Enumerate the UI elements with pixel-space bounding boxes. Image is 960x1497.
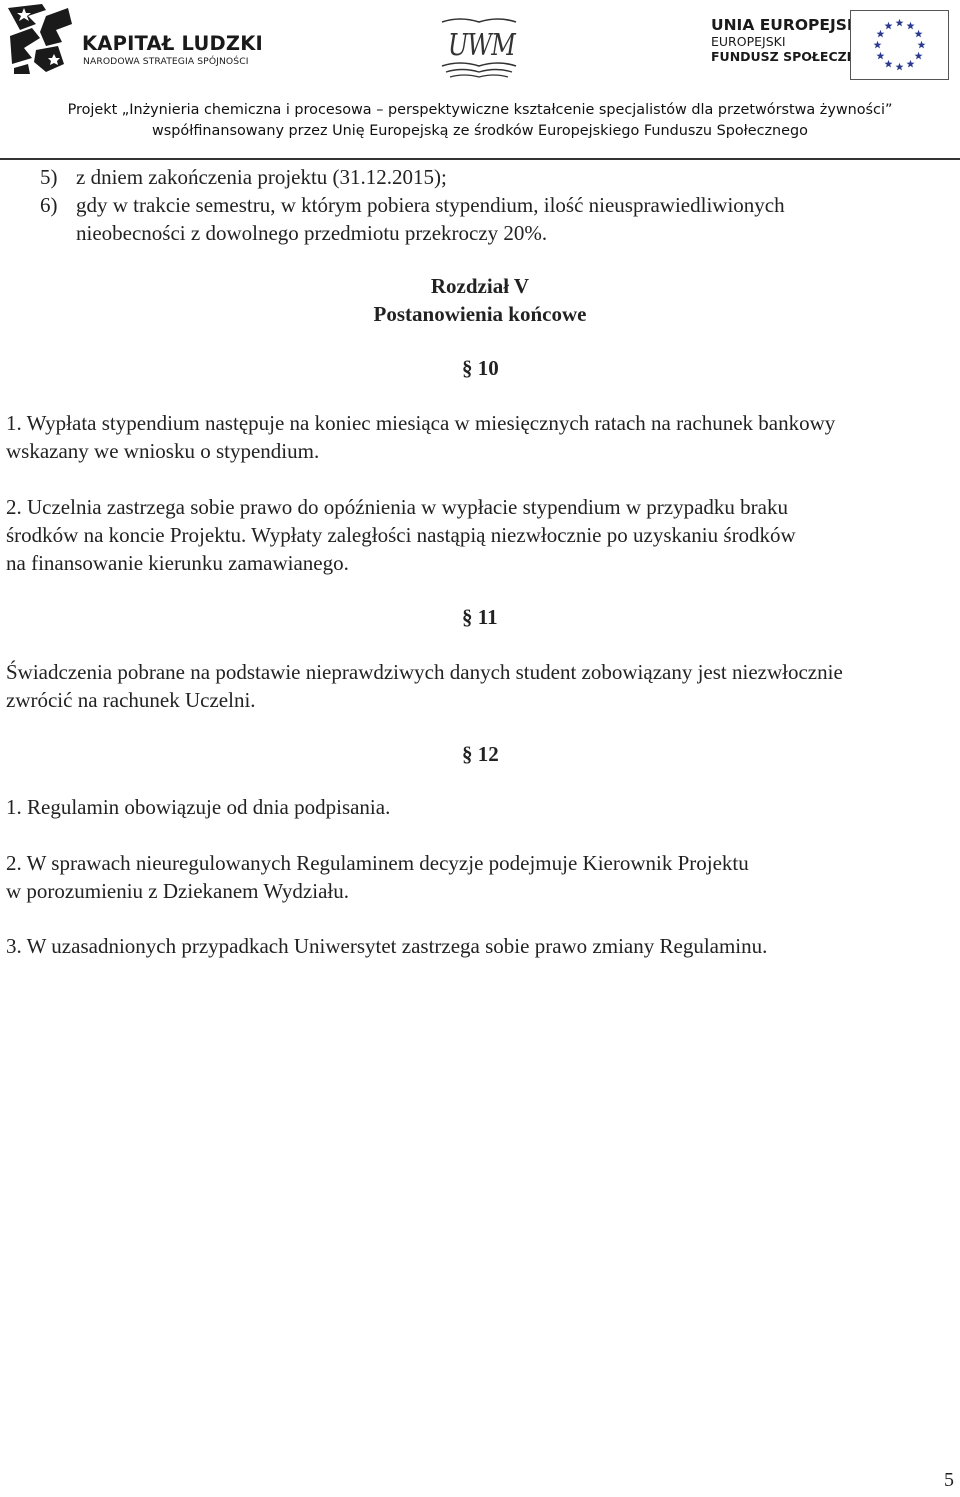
eu-star-icon xyxy=(896,19,904,27)
eu-line-3: FUNDUSZ SPOŁECZNY xyxy=(711,49,867,64)
list-item xyxy=(40,164,447,190)
section-sign: § xyxy=(462,605,473,629)
section-number: 11 xyxy=(477,605,498,629)
section-sign: § xyxy=(462,742,473,766)
eu-star-icon xyxy=(874,41,882,49)
uwm-logo-text: UWM xyxy=(448,28,516,63)
paragraph-line: 2. Uczelnia zastrzega sobie prawo do opóźnienia w wypłacie stypendium w przypadku braku xyxy=(6,495,788,519)
section-number: 10 xyxy=(477,356,499,380)
eu-star-icon xyxy=(907,60,915,68)
eu-line-2: EUROPEJSKI xyxy=(711,34,786,49)
paragraph-line: wskazany we wniosku o stypendium. xyxy=(6,439,320,463)
kapital-ludzki-emblem-icon xyxy=(6,2,76,76)
list-item-text: z dniem zakończenia projektu (31.12.2015); xyxy=(76,165,447,189)
uwm-logo xyxy=(436,14,522,80)
eu-logo-text xyxy=(711,16,871,65)
eu-star-icon xyxy=(918,41,926,49)
page-header xyxy=(0,0,960,162)
eu-star-icon xyxy=(915,52,923,60)
paragraph-line: środków na koncie Projektu. Wypłaty zaległości nastąpią niezwłocznie po uzyskaniu środków xyxy=(6,523,796,547)
eu-flag-icon xyxy=(850,10,949,80)
eu-line-1: UNIA EUROPEJSKA xyxy=(711,16,871,34)
section-11-heading xyxy=(462,604,498,630)
list-item xyxy=(40,192,785,218)
eu-star-icon xyxy=(876,52,884,60)
kapital-ludzki-logo xyxy=(6,2,266,76)
paragraph-line: Świadczenia pobrane na podstawie nieprawdziwych danych student zobowiązany jest niezwłocznie xyxy=(6,660,843,684)
list-item-text: gdy w trakcie semestru, w którym pobiera stypendium, ilość nieusprawiedliwionych xyxy=(76,193,785,217)
header-divider xyxy=(0,158,960,160)
section-12-heading xyxy=(462,741,499,767)
list-item-continuation: nieobecności z dowolnego przedmiotu przekroczy 20%. xyxy=(76,221,548,245)
paragraph-line: 1. Wypłata stypendium następuje na koniec miesiąca w miesięcznych ratach na rachunek bankowy xyxy=(6,411,836,435)
project-title-line: Projekt „Inżynieria chemiczna i procesowa – perspektywiczne kształcenie specjalistów dla przetwórstwa żywności” xyxy=(67,102,893,118)
paragraph-line: w porozumieniu z Dziekanem Wydziału. xyxy=(6,879,349,903)
chapter-title: Postanowienia końcowe xyxy=(373,302,587,326)
eu-star-icon xyxy=(885,60,893,68)
kapital-ludzki-title: KAPITAŁ LUDZKI xyxy=(82,32,263,55)
eu-star-icon xyxy=(876,30,884,38)
project-funding-line: współfinansowany przez Unię Europejską ze środków Europejskiego Funduszu Społecznego xyxy=(152,123,808,139)
paragraph-line: na finansowanie kierunku zamawianego. xyxy=(6,551,349,575)
list-item-number: 6) xyxy=(40,193,58,217)
chapter-heading: Rozdział V xyxy=(430,274,530,298)
eu-star-icon xyxy=(907,22,915,30)
eu-star-icon xyxy=(885,22,893,30)
paragraph-line: zwrócić na rachunek Uczelni. xyxy=(6,688,256,712)
paragraph-line: 3. W uzasadnionych przypadkach Uniwersytet zastrzega sobie prawo zmiany Regulaminu. xyxy=(6,934,768,958)
section-10-heading xyxy=(462,355,499,381)
kapital-ludzki-subtitle: NARODOWA STRATEGIA SPÓJNOŚCI xyxy=(83,56,249,67)
paragraph-line: 1. Regulamin obowiązuje od dnia podpisania. xyxy=(6,795,391,819)
section-sign: § xyxy=(462,356,473,380)
eu-star-icon xyxy=(896,63,904,71)
page-number: 5 xyxy=(944,1469,954,1491)
list-item-number: 5) xyxy=(40,165,58,189)
paragraph-line: 2. W sprawach nieuregulowanych Regulaminem decyzje podejmuje Kierownik Projektu xyxy=(6,851,749,875)
eu-star-icon xyxy=(915,30,923,38)
section-number: 12 xyxy=(477,742,499,766)
